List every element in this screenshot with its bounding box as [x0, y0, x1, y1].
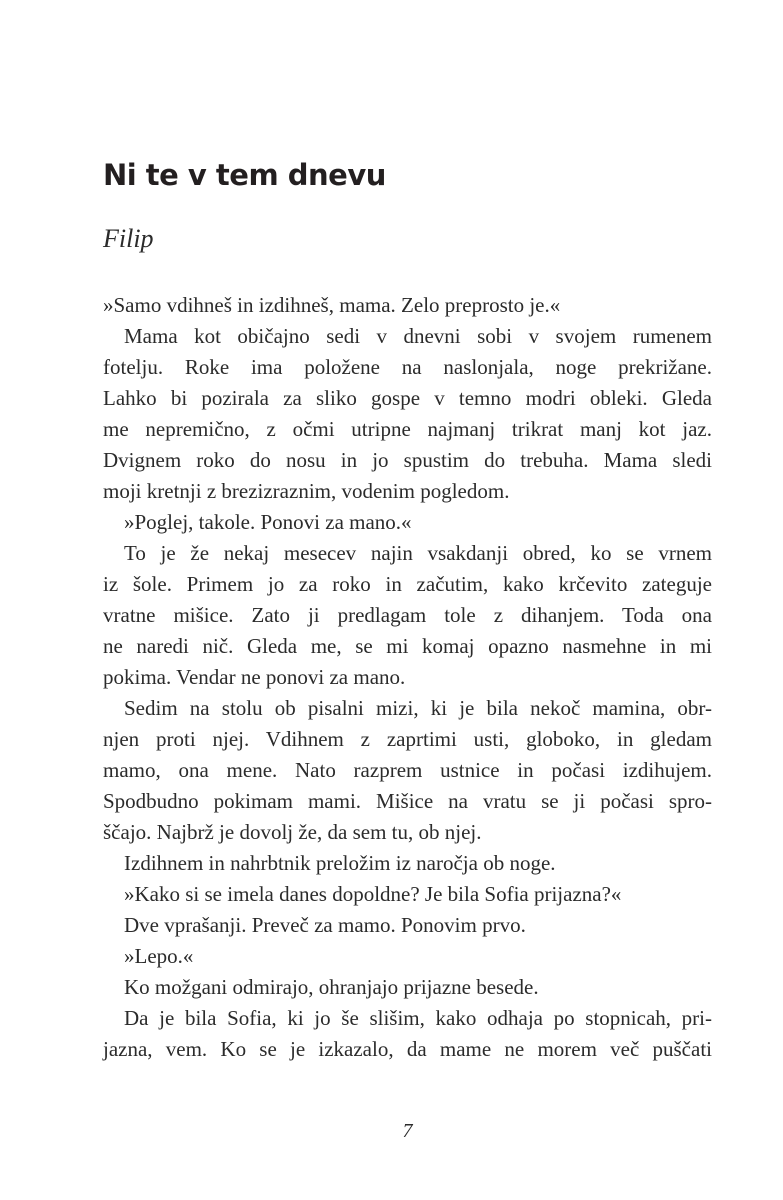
text-line: Ko možgani odmirajo, ohranjajo prijazne besede.	[124, 975, 539, 999]
text-line: To je že nekaj mesecev najin vsakdanji obred, ko se vrnem	[124, 541, 712, 565]
text-line: fotelju. Roke ima položene na naslonjala, noge prekrižane.	[103, 355, 712, 379]
text-line: Mama kot običajno sedi v dnevni sobi v svojem rumenem	[124, 324, 712, 348]
text-line: Dve vprašanji. Preveč za mamo. Ponovim prvo.	[124, 913, 526, 937]
paragraph	[103, 1003, 712, 1065]
paragraph	[103, 941, 712, 972]
text-line: iz šole. Primem jo za roko in začutim, kako krčevito zateguje	[103, 572, 712, 596]
text-line: Spodbudno pokimam mami. Mišice na vratu se ji počasi spro-	[103, 789, 712, 813]
paragraph	[103, 879, 712, 910]
text-line: »Samo vdihneš in izdihneš, mama. Zelo preprosto je.«	[103, 293, 561, 317]
text-line: vratne mišice. Zato ji predlagam tole z dihanjem. Toda ona	[103, 603, 712, 627]
text-line: Izdihnem in nahrbtnik preložim iz naročja ob noge.	[124, 851, 556, 875]
paragraph	[103, 693, 712, 848]
paragraph	[103, 507, 712, 538]
text-line: Dvignem roko do nosu in jo spustim do trebuha. Mama sledi	[103, 448, 712, 472]
paragraph	[103, 538, 712, 693]
page-number: 7	[402, 1120, 413, 1142]
text-line: mamo, ona mene. Nato razprem ustnice in počasi izdihujem.	[103, 758, 712, 782]
paragraph	[103, 321, 712, 507]
text-line: njen proti njej. Vdihnem z zaprtimi usti, globoko, in gledam	[103, 727, 712, 751]
chapter-title: Ni te v tem dnevu	[103, 158, 386, 192]
text-line: Sedim na stolu ob pisalni mizi, ki je bila nekoč mamina, obr-	[124, 696, 712, 720]
paragraph	[103, 848, 712, 879]
text-line: moji kretnji z brezizraznim, vodenim pogledom.	[103, 479, 510, 503]
paragraph	[103, 910, 712, 941]
text-line: Lahko bi pozirala za sliko gospe v temno modri obleki. Gleda	[103, 386, 712, 410]
text-line: ne naredi nič. Gleda me, se mi komaj opazno nasmehne in mi	[103, 634, 712, 658]
text-line: »Poglej, takole. Ponovi za mano.«	[124, 510, 412, 534]
text-line: »Kako si se imela danes dopoldne? Je bila Sofia prijazna?«	[124, 882, 622, 906]
text-line: Da je bila Sofia, ki jo še slišim, kako odhaja po stopnicah, pri-	[124, 1006, 712, 1030]
paragraph	[103, 972, 712, 1003]
text-line: »Lepo.«	[124, 944, 194, 968]
text-line: pokima. Vendar ne ponovi za mano.	[103, 665, 406, 689]
paragraph	[103, 290, 712, 321]
chapter-subtitle: Filip	[103, 224, 154, 253]
body-text	[103, 290, 712, 1065]
text-line: ščajo. Najbrž je dovolj že, da sem tu, ob njej.	[103, 820, 482, 844]
text-line: jazna, vem. Ko se je izkazalo, da mame ne morem več puščati	[103, 1037, 712, 1061]
text-line: me nepremično, z očmi utripne najmanj trikrat manj kot jaz.	[103, 417, 712, 441]
